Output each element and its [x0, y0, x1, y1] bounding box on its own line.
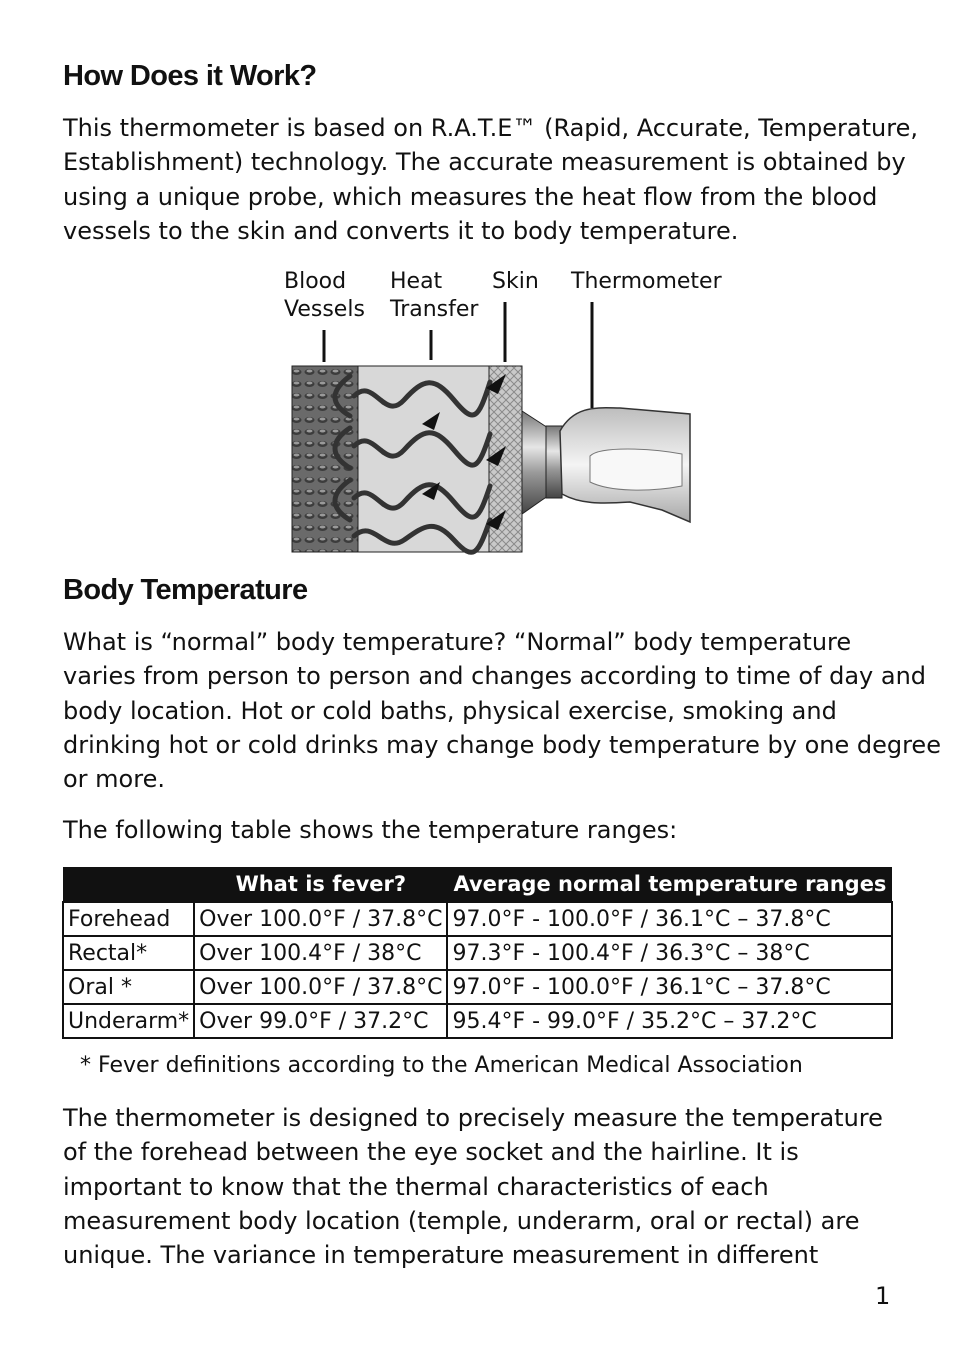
cell-normal-range: 95.4°F - 99.0°F / 35.2°C – 37.2°C — [447, 1004, 892, 1038]
paragraph-line: of the forehead between the eye socket and the hairline. It is — [63, 1138, 799, 1167]
section-heading-body-temperature: Body Temperature — [63, 574, 308, 606]
intro-paragraph — [63, 111, 918, 248]
paragraph-line: unique. The variance in temperature measurement in different — [63, 1241, 819, 1270]
label-blood-line1: Blood — [284, 269, 347, 294]
paragraph-line: using a unique probe, which measures the heat flow from the blood — [63, 182, 878, 211]
measurement-paragraph — [63, 1101, 893, 1272]
paragraph-line: measurement body location (temple, underarm, oral or rectal) are — [63, 1206, 860, 1235]
cell-fever: Over 100.0°F / 37.8°C — [194, 902, 447, 936]
paragraph-line: Establishment) technology. The accurate measurement is obtained by — [63, 148, 906, 177]
table-header-fever: What is fever? — [194, 867, 447, 902]
label-skin: Skin — [492, 269, 539, 294]
body-temperature-paragraph — [63, 625, 941, 796]
cell-location: Underarm* — [63, 1004, 194, 1038]
cell-normal-range: 97.3°F - 100.4°F / 36.3°C – 38°C — [447, 936, 892, 970]
paragraph-line: What is “normal” body temperature? “Normal” body temperature — [63, 628, 852, 656]
paragraph-line: important to know that the thermal characteristics of each — [63, 1172, 769, 1201]
paragraph-line: or more. — [63, 765, 165, 794]
paragraph-line: drinking hot or cold drinks may change body temperature by one degree — [63, 730, 941, 759]
temperature-ranges-table — [62, 867, 893, 1039]
heat-transfer-zone — [358, 366, 490, 552]
paragraph-line: varies from person to person and changes according to time of day and — [63, 662, 927, 691]
cell-location: Forehead — [63, 902, 194, 936]
table-header-normal-range: Average normal temperature ranges — [447, 867, 892, 902]
label-heat-line2: Transfer — [390, 297, 479, 322]
thermometer-probe-illustration — [522, 408, 690, 522]
cell-fever: Over 100.0°F / 37.8°C — [194, 970, 447, 1004]
heat-flow-diagram — [290, 296, 694, 556]
paragraph-line: vessels to the skin and converts it to body temperature. — [63, 216, 739, 245]
paragraph-line: body location. Hot or cold baths, physical exercise, smoking and — [63, 696, 837, 725]
paragraph-line: This thermometer is based on R.A.T.E™ (Rapid, Accurate, Temperature, — [63, 114, 918, 142]
table-row — [63, 902, 892, 936]
table-header-location — [63, 867, 194, 902]
table-row — [63, 936, 892, 970]
page-number: 1 — [875, 1282, 891, 1310]
cell-fever: Over 100.4°F / 38°C — [194, 936, 447, 970]
section-heading-how-it-works: How Does it Work? — [63, 60, 317, 92]
table-row — [63, 970, 892, 1004]
table-footnote: * Fever definitions according to the American Medical Association — [80, 1053, 803, 1078]
label-heat-line1: Heat — [390, 269, 443, 294]
table-row — [63, 1004, 892, 1038]
table-intro: The following table shows the temperature ranges: — [63, 816, 678, 844]
paragraph-line: The thermometer is designed to precisely measure the temperature — [63, 1104, 883, 1132]
cell-location: Rectal* — [63, 936, 194, 970]
cell-location: Oral * — [63, 970, 194, 1004]
label-thermometer: Thermometer — [571, 269, 722, 294]
table-header-row — [63, 867, 892, 902]
cell-fever: Over 99.0°F / 37.2°C — [194, 1004, 447, 1038]
cell-normal-range: 97.0°F - 100.0°F / 36.1°C – 37.8°C — [447, 902, 892, 936]
blood-vessel-layer — [292, 366, 360, 552]
cell-normal-range: 97.0°F - 100.0°F / 36.1°C – 37.8°C — [447, 970, 892, 1004]
label-blood-line2: Vessels — [284, 297, 365, 322]
